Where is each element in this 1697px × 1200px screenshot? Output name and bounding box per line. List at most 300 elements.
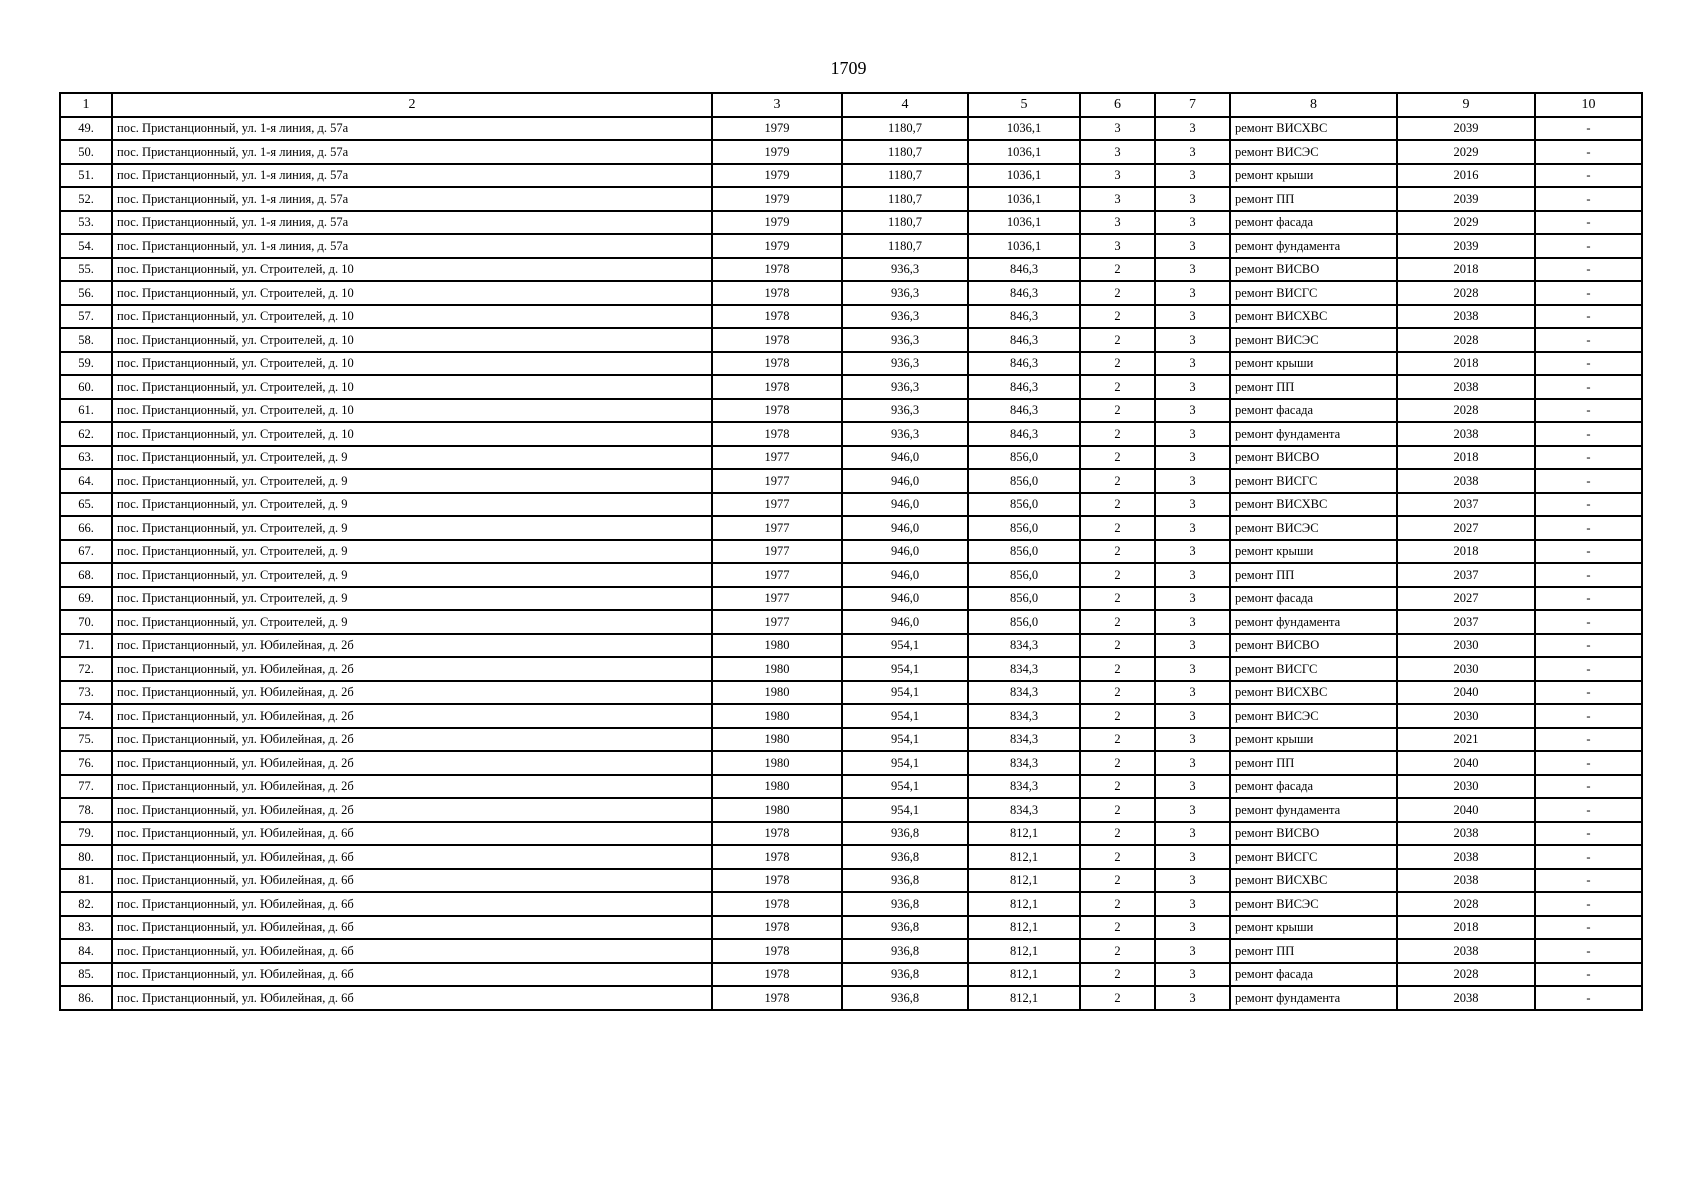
cell-year-built: 1977	[712, 469, 842, 493]
cell-planned-year: 2028	[1397, 281, 1535, 305]
table-row	[60, 140, 1642, 164]
cell-note: -	[1535, 822, 1642, 846]
cell-entrances: 3	[1155, 563, 1230, 587]
cell-living-area: 834,3	[968, 634, 1080, 658]
cell-planned-year: 2018	[1397, 446, 1535, 470]
cell-row-number: 78.	[60, 798, 112, 822]
cell-floors: 2	[1080, 634, 1155, 658]
table-body	[60, 117, 1642, 1010]
cell-floors: 2	[1080, 422, 1155, 446]
cell-year-built: 1980	[712, 775, 842, 799]
table-row	[60, 258, 1642, 282]
cell-living-area: 834,3	[968, 704, 1080, 728]
cell-note: -	[1535, 681, 1642, 705]
table-row	[60, 281, 1642, 305]
cell-year-built: 1979	[712, 117, 842, 141]
cell-planned-year: 2037	[1397, 610, 1535, 634]
cell-planned-year: 2038	[1397, 845, 1535, 869]
cell-address: пос. Пристанционный, ул. 1-я линия, д. 57а	[112, 164, 712, 188]
cell-year-built: 1978	[712, 399, 842, 423]
cell-entrances: 3	[1155, 822, 1230, 846]
cell-entrances: 3	[1155, 634, 1230, 658]
cell-year-built: 1980	[712, 704, 842, 728]
cell-note: -	[1535, 493, 1642, 517]
cell-row-number: 58.	[60, 328, 112, 352]
table-row	[60, 775, 1642, 799]
cell-work-type: ремонт крыши	[1230, 352, 1397, 376]
cell-row-number: 84.	[60, 939, 112, 963]
cell-living-area: 812,1	[968, 822, 1080, 846]
cell-planned-year: 2038	[1397, 375, 1535, 399]
table-row	[60, 869, 1642, 893]
cell-note: -	[1535, 422, 1642, 446]
cell-entrances: 3	[1155, 845, 1230, 869]
cell-floors: 2	[1080, 681, 1155, 705]
cell-living-area: 834,3	[968, 681, 1080, 705]
cell-address: пос. Пристанционный, ул. Юбилейная, д. 6б	[112, 986, 712, 1010]
cell-work-type: ремонт ВИСВО	[1230, 822, 1397, 846]
cell-entrances: 3	[1155, 234, 1230, 258]
table-row	[60, 375, 1642, 399]
cell-floors: 2	[1080, 281, 1155, 305]
cell-living-area: 812,1	[968, 939, 1080, 963]
cell-total-area: 936,3	[842, 281, 968, 305]
cell-row-number: 56.	[60, 281, 112, 305]
table-row	[60, 493, 1642, 517]
table-row	[60, 164, 1642, 188]
cell-year-built: 1980	[712, 657, 842, 681]
cell-planned-year: 2038	[1397, 869, 1535, 893]
cell-total-area: 1180,7	[842, 234, 968, 258]
table-row	[60, 516, 1642, 540]
cell-living-area: 846,3	[968, 352, 1080, 376]
cell-floors: 2	[1080, 775, 1155, 799]
cell-row-number: 86.	[60, 986, 112, 1010]
cell-work-type: ремонт ПП	[1230, 751, 1397, 775]
cell-entrances: 3	[1155, 375, 1230, 399]
cell-year-built: 1977	[712, 446, 842, 470]
cell-entrances: 3	[1155, 704, 1230, 728]
column-header-10: 10	[1535, 93, 1642, 117]
cell-entrances: 3	[1155, 516, 1230, 540]
cell-year-built: 1977	[712, 516, 842, 540]
column-header-6: 6	[1080, 93, 1155, 117]
cell-row-number: 72.	[60, 657, 112, 681]
cell-year-built: 1979	[712, 164, 842, 188]
cell-entrances: 3	[1155, 916, 1230, 940]
cell-total-area: 954,1	[842, 634, 968, 658]
cell-address: пос. Пристанционный, ул. Строителей, д. 10	[112, 399, 712, 423]
table-row	[60, 845, 1642, 869]
cell-floors: 2	[1080, 822, 1155, 846]
table-row	[60, 751, 1642, 775]
cell-entrances: 3	[1155, 164, 1230, 188]
cell-row-number: 80.	[60, 845, 112, 869]
cell-living-area: 834,3	[968, 775, 1080, 799]
cell-planned-year: 2039	[1397, 234, 1535, 258]
cell-floors: 2	[1080, 986, 1155, 1010]
cell-row-number: 67.	[60, 540, 112, 564]
cell-living-area: 846,3	[968, 422, 1080, 446]
cell-planned-year: 2038	[1397, 986, 1535, 1010]
table-row	[60, 704, 1642, 728]
cell-note: -	[1535, 328, 1642, 352]
cell-work-type: ремонт ВИСХВС	[1230, 117, 1397, 141]
column-header-7: 7	[1155, 93, 1230, 117]
cell-work-type: ремонт ВИСЭС	[1230, 328, 1397, 352]
cell-entrances: 3	[1155, 399, 1230, 423]
cell-address: пос. Пристанционный, ул. Строителей, д. 10	[112, 352, 712, 376]
cell-work-type: ремонт ВИСГС	[1230, 281, 1397, 305]
cell-living-area: 834,3	[968, 728, 1080, 752]
cell-planned-year: 2039	[1397, 187, 1535, 211]
cell-living-area: 846,3	[968, 258, 1080, 282]
cell-row-number: 52.	[60, 187, 112, 211]
cell-living-area: 846,3	[968, 305, 1080, 329]
cell-planned-year: 2037	[1397, 563, 1535, 587]
cell-living-area: 834,3	[968, 657, 1080, 681]
cell-living-area: 846,3	[968, 399, 1080, 423]
cell-living-area: 856,0	[968, 587, 1080, 611]
cell-entrances: 3	[1155, 117, 1230, 141]
cell-work-type: ремонт фасада	[1230, 963, 1397, 987]
cell-total-area: 946,0	[842, 540, 968, 564]
cell-note: -	[1535, 892, 1642, 916]
cell-total-area: 954,1	[842, 775, 968, 799]
column-header-9: 9	[1397, 93, 1535, 117]
cell-work-type: ремонт фасада	[1230, 775, 1397, 799]
cell-total-area: 936,8	[842, 869, 968, 893]
cell-living-area: 856,0	[968, 469, 1080, 493]
cell-planned-year: 2040	[1397, 798, 1535, 822]
cell-address: пос. Пристанционный, ул. Строителей, д. 9	[112, 493, 712, 517]
table-row	[60, 422, 1642, 446]
table-row	[60, 916, 1642, 940]
cell-address: пос. Пристанционный, ул. Юбилейная, д. 6б	[112, 916, 712, 940]
cell-row-number: 50.	[60, 140, 112, 164]
cell-note: -	[1535, 963, 1642, 987]
cell-note: -	[1535, 563, 1642, 587]
cell-planned-year: 2039	[1397, 117, 1535, 141]
cell-address: пос. Пристанционный, ул. Юбилейная, д. 2б	[112, 657, 712, 681]
cell-total-area: 946,0	[842, 516, 968, 540]
cell-work-type: ремонт фундамента	[1230, 986, 1397, 1010]
cell-note: -	[1535, 704, 1642, 728]
cell-total-area: 936,8	[842, 892, 968, 916]
cell-row-number: 68.	[60, 563, 112, 587]
cell-row-number: 53.	[60, 211, 112, 235]
cell-floors: 2	[1080, 305, 1155, 329]
cell-address: пос. Пристанционный, ул. Строителей, д. 9	[112, 516, 712, 540]
cell-floors: 2	[1080, 446, 1155, 470]
cell-work-type: ремонт ПП	[1230, 187, 1397, 211]
cell-year-built: 1978	[712, 892, 842, 916]
cell-work-type: ремонт фасада	[1230, 587, 1397, 611]
cell-address: пос. Пристанционный, ул. Строителей, д. 9	[112, 469, 712, 493]
cell-entrances: 3	[1155, 446, 1230, 470]
cell-work-type: ремонт фундамента	[1230, 422, 1397, 446]
cell-entrances: 3	[1155, 469, 1230, 493]
cell-year-built: 1979	[712, 211, 842, 235]
cell-note: -	[1535, 916, 1642, 940]
cell-row-number: 60.	[60, 375, 112, 399]
cell-row-number: 63.	[60, 446, 112, 470]
cell-row-number: 69.	[60, 587, 112, 611]
cell-work-type: ремонт крыши	[1230, 916, 1397, 940]
cell-planned-year: 2038	[1397, 939, 1535, 963]
cell-work-type: ремонт ВИСВО	[1230, 258, 1397, 282]
cell-note: -	[1535, 634, 1642, 658]
table-row	[60, 798, 1642, 822]
cell-note: -	[1535, 516, 1642, 540]
cell-address: пос. Пристанционный, ул. Строителей, д. 10	[112, 422, 712, 446]
cell-floors: 2	[1080, 469, 1155, 493]
cell-planned-year: 2028	[1397, 399, 1535, 423]
cell-floors: 2	[1080, 704, 1155, 728]
cell-work-type: ремонт ВИСГС	[1230, 845, 1397, 869]
cell-total-area: 954,1	[842, 681, 968, 705]
cell-address: пос. Пристанционный, ул. Строителей, д. 10	[112, 258, 712, 282]
column-header-8: 8	[1230, 93, 1397, 117]
cell-entrances: 3	[1155, 610, 1230, 634]
cell-year-built: 1980	[712, 751, 842, 775]
cell-note: -	[1535, 845, 1642, 869]
cell-row-number: 62.	[60, 422, 112, 446]
cell-row-number: 77.	[60, 775, 112, 799]
cell-work-type: ремонт ПП	[1230, 939, 1397, 963]
cell-floors: 2	[1080, 845, 1155, 869]
cell-note: -	[1535, 751, 1642, 775]
cell-note: -	[1535, 775, 1642, 799]
cell-total-area: 1180,7	[842, 211, 968, 235]
cell-note: -	[1535, 281, 1642, 305]
cell-living-area: 812,1	[968, 869, 1080, 893]
cell-work-type: ремонт крыши	[1230, 540, 1397, 564]
cell-entrances: 3	[1155, 657, 1230, 681]
cell-total-area: 1180,7	[842, 164, 968, 188]
cell-total-area: 936,8	[842, 916, 968, 940]
cell-note: -	[1535, 399, 1642, 423]
cell-living-area: 846,3	[968, 375, 1080, 399]
cell-row-number: 54.	[60, 234, 112, 258]
table-row	[60, 117, 1642, 141]
table-row	[60, 328, 1642, 352]
cell-planned-year: 2028	[1397, 892, 1535, 916]
cell-year-built: 1978	[712, 352, 842, 376]
table-row	[60, 963, 1642, 987]
cell-floors: 2	[1080, 892, 1155, 916]
cell-note: -	[1535, 540, 1642, 564]
table-row	[60, 681, 1642, 705]
cell-total-area: 946,0	[842, 610, 968, 634]
cell-address: пос. Пристанционный, ул. Юбилейная, д. 6б	[112, 845, 712, 869]
table-row	[60, 892, 1642, 916]
cell-planned-year: 2018	[1397, 258, 1535, 282]
cell-planned-year: 2040	[1397, 681, 1535, 705]
cell-address: пос. Пристанционный, ул. Строителей, д. 10	[112, 375, 712, 399]
cell-row-number: 51.	[60, 164, 112, 188]
cell-planned-year: 2038	[1397, 469, 1535, 493]
cell-work-type: ремонт ВИСЭС	[1230, 140, 1397, 164]
cell-note: -	[1535, 305, 1642, 329]
cell-floors: 2	[1080, 587, 1155, 611]
cell-work-type: ремонт ВИСХВС	[1230, 305, 1397, 329]
cell-entrances: 3	[1155, 140, 1230, 164]
cell-floors: 3	[1080, 164, 1155, 188]
cell-entrances: 3	[1155, 352, 1230, 376]
table-row	[60, 540, 1642, 564]
cell-entrances: 3	[1155, 963, 1230, 987]
table-header-row	[60, 93, 1642, 117]
cell-row-number: 61.	[60, 399, 112, 423]
cell-row-number: 70.	[60, 610, 112, 634]
column-header-5: 5	[968, 93, 1080, 117]
cell-address: пос. Пристанционный, ул. Юбилейная, д. 6б	[112, 822, 712, 846]
cell-note: -	[1535, 798, 1642, 822]
cell-work-type: ремонт ВИСГС	[1230, 469, 1397, 493]
cell-total-area: 936,8	[842, 963, 968, 987]
cell-year-built: 1979	[712, 140, 842, 164]
cell-year-built: 1980	[712, 634, 842, 658]
cell-total-area: 1180,7	[842, 117, 968, 141]
cell-floors: 3	[1080, 187, 1155, 211]
cell-planned-year: 2030	[1397, 704, 1535, 728]
cell-row-number: 85.	[60, 963, 112, 987]
table-row	[60, 939, 1642, 963]
cell-address: пос. Пристанционный, ул. 1-я линия, д. 57а	[112, 140, 712, 164]
cell-work-type: ремонт ПП	[1230, 375, 1397, 399]
cell-total-area: 936,8	[842, 939, 968, 963]
cell-entrances: 3	[1155, 869, 1230, 893]
cell-total-area: 946,0	[842, 563, 968, 587]
cell-entrances: 3	[1155, 775, 1230, 799]
cell-address: пос. Пристанционный, ул. Строителей, д. 10	[112, 328, 712, 352]
cell-planned-year: 2016	[1397, 164, 1535, 188]
cell-entrances: 3	[1155, 305, 1230, 329]
cell-row-number: 83.	[60, 916, 112, 940]
cell-year-built: 1980	[712, 798, 842, 822]
cell-living-area: 834,3	[968, 798, 1080, 822]
cell-entrances: 3	[1155, 540, 1230, 564]
cell-total-area: 936,3	[842, 305, 968, 329]
cell-planned-year: 2040	[1397, 751, 1535, 775]
cell-living-area: 1036,1	[968, 140, 1080, 164]
cell-address: пос. Пристанционный, ул. Юбилейная, д. 2б	[112, 798, 712, 822]
cell-work-type: ремонт ВИСЭС	[1230, 704, 1397, 728]
table-row	[60, 822, 1642, 846]
cell-address: пос. Пристанционный, ул. Строителей, д. 10	[112, 305, 712, 329]
cell-address: пос. Пристанционный, ул. 1-я линия, д. 57а	[112, 117, 712, 141]
cell-address: пос. Пристанционный, ул. Юбилейная, д. 2б	[112, 681, 712, 705]
cell-note: -	[1535, 469, 1642, 493]
cell-work-type: ремонт ВИСХВС	[1230, 681, 1397, 705]
cell-planned-year: 2038	[1397, 822, 1535, 846]
cell-work-type: ремонт ВИСХВС	[1230, 493, 1397, 517]
table-row	[60, 446, 1642, 470]
cell-total-area: 936,3	[842, 328, 968, 352]
cell-planned-year: 2030	[1397, 775, 1535, 799]
cell-floors: 2	[1080, 869, 1155, 893]
cell-address: пос. Пристанционный, ул. Юбилейная, д. 2б	[112, 751, 712, 775]
cell-planned-year: 2030	[1397, 657, 1535, 681]
cell-floors: 2	[1080, 493, 1155, 517]
cell-address: пос. Пристанционный, ул. 1-я линия, д. 57а	[112, 234, 712, 258]
cell-work-type: ремонт фасада	[1230, 399, 1397, 423]
cell-note: -	[1535, 939, 1642, 963]
cell-address: пос. Пристанционный, ул. Строителей, д. 9	[112, 446, 712, 470]
repair-schedule-table	[59, 92, 1643, 1011]
cell-entrances: 3	[1155, 681, 1230, 705]
cell-year-built: 1978	[712, 422, 842, 446]
table-row	[60, 610, 1642, 634]
cell-address: пос. Пристанционный, ул. 1-я линия, д. 57а	[112, 187, 712, 211]
cell-address: пос. Пристанционный, ул. Юбилейная, д. 2б	[112, 728, 712, 752]
cell-planned-year: 2021	[1397, 728, 1535, 752]
cell-year-built: 1978	[712, 281, 842, 305]
page-number: 1709	[830, 58, 867, 78]
cell-work-type: ремонт фундамента	[1230, 234, 1397, 258]
table-row	[60, 986, 1642, 1010]
cell-work-type: ремонт ВИСГС	[1230, 657, 1397, 681]
cell-floors: 2	[1080, 751, 1155, 775]
cell-note: -	[1535, 258, 1642, 282]
cell-total-area: 936,3	[842, 422, 968, 446]
cell-row-number: 75.	[60, 728, 112, 752]
cell-note: -	[1535, 187, 1642, 211]
cell-address: пос. Пристанционный, ул. Юбилейная, д. 2б	[112, 634, 712, 658]
cell-planned-year: 2018	[1397, 540, 1535, 564]
cell-work-type: ремонт ВИСВО	[1230, 446, 1397, 470]
cell-total-area: 936,3	[842, 258, 968, 282]
cell-floors: 2	[1080, 798, 1155, 822]
column-header-1: 1	[60, 93, 112, 117]
cell-work-type: ремонт ВИСВО	[1230, 634, 1397, 658]
table-row	[60, 305, 1642, 329]
cell-floors: 2	[1080, 516, 1155, 540]
cell-living-area: 856,0	[968, 540, 1080, 564]
cell-entrances: 3	[1155, 751, 1230, 775]
cell-row-number: 76.	[60, 751, 112, 775]
cell-entrances: 3	[1155, 258, 1230, 282]
column-header-3: 3	[712, 93, 842, 117]
cell-year-built: 1979	[712, 187, 842, 211]
cell-living-area: 856,0	[968, 610, 1080, 634]
cell-row-number: 71.	[60, 634, 112, 658]
cell-year-built: 1978	[712, 328, 842, 352]
cell-floors: 2	[1080, 939, 1155, 963]
cell-living-area: 1036,1	[968, 164, 1080, 188]
cell-entrances: 3	[1155, 281, 1230, 305]
cell-year-built: 1978	[712, 963, 842, 987]
cell-year-built: 1978	[712, 939, 842, 963]
cell-year-built: 1977	[712, 610, 842, 634]
cell-living-area: 1036,1	[968, 234, 1080, 258]
table-row	[60, 234, 1642, 258]
cell-row-number: 73.	[60, 681, 112, 705]
cell-note: -	[1535, 610, 1642, 634]
cell-row-number: 74.	[60, 704, 112, 728]
cell-floors: 2	[1080, 563, 1155, 587]
cell-note: -	[1535, 140, 1642, 164]
cell-planned-year: 2029	[1397, 140, 1535, 164]
cell-planned-year: 2018	[1397, 352, 1535, 376]
cell-note: -	[1535, 375, 1642, 399]
cell-year-built: 1979	[712, 234, 842, 258]
table-row	[60, 187, 1642, 211]
cell-living-area: 812,1	[968, 892, 1080, 916]
table-row	[60, 728, 1642, 752]
cell-planned-year: 2038	[1397, 305, 1535, 329]
